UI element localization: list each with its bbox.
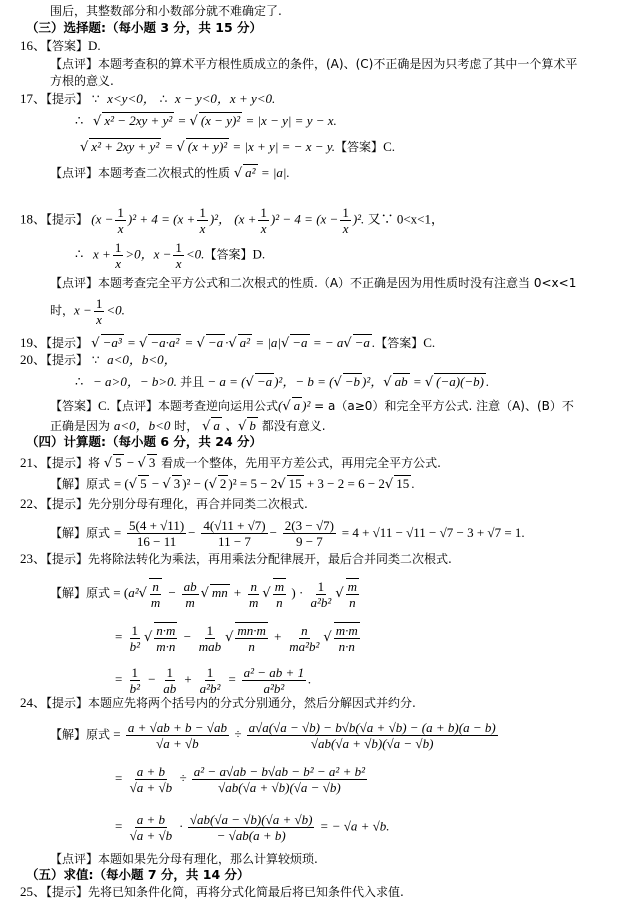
math: = |x + y| = − x − y. [232,139,336,154]
q20-comment-line-1: 【答案】C.【点评】本题考查逆向运用公式( √ a )² = a（a≥0）和完全平方公式. 注意（A)、(B）不 [50,397,574,415]
fraction: $\frac{2(3 - √7)}{9 - 7}$ [284,518,334,549]
question-number: 22、 [20,496,47,511]
q23-solution-line-3: = $\frac{1}{\text{b²}}$ − $\frac{1}{ab}$ + $\frac{1}{\text{a²b²}}$ = $\frac{\text{a² − ab + 1}}{\text{a²b²}}$ . [115,665,312,696]
hint-tag: 【提示】 [46,497,89,511]
radicand: x² − 2xy + y² [104,113,173,128]
sqrt-icon [190,113,198,128]
because-symbol: ∵ [91,353,100,367]
answer-tag: 【答案】 [50,399,99,413]
math: = |x − y| = y − x. [245,113,337,128]
therefore-symbol: ∴ [75,374,84,389]
hint-tag: 【提示】 [46,336,89,350]
q17-step-1: ∴ √ x² − 2xy + y² = √ (x − y)² = |x − y| = y − x. [75,112,337,130]
sqrt-icon [177,139,185,154]
because-symbol: ∵ [91,92,100,106]
text: 本题考查逆向运用公式 [157,399,278,413]
text: 先将已知条件化简，再将分式化简最后将已知条件代入求值. [88,885,404,899]
solution-tag: 【解】原式 [50,477,111,491]
q20-step: ∴ − a>0，− b>0. 并且 − a = ( √ −a )²，− b = ( √ −b )²， √ ab = √ (−a)(−b) . [75,373,489,391]
sqrt-icon [80,139,88,154]
question-number: 21、 [20,455,47,470]
q18-comment-line-1 [50,275,576,291]
hint-tag: 【提示】 [46,92,89,106]
therefore-symbol: ∴ [75,113,84,128]
q23-hint [20,551,452,567]
question-number: 17、 [20,91,47,106]
solution-tag: 【解】原式 [50,585,111,600]
section-heading-choice: （三）选择题:（每小题 3 分，共 15 分） [26,20,262,35]
q21-solution: 【解】原式 = ( √ 5 − √ 3 )² − ( √ 2 )² = 5 − 2 √ 15 + 3 − 2 = 6 − 2 √ 15 . [50,475,414,493]
radicand: (x − y)² [200,113,241,128]
text: 时， [174,419,199,433]
answer-value: C. [98,398,110,413]
fraction: $\frac{1}{x}$ [175,240,182,271]
math: x − y<0，x + y<0. [174,91,276,106]
text: 时， [50,303,75,318]
radicand: (x + y)² [187,139,228,154]
q23-solution-line-1: 【解】原式 = (a² √ $\frac{n}{m}$ − $\frac{ab}{m}$ √ mn + $\frac{n}{m}$ √ $\frac{m}{n}$ ) · $\frac{1}{\text{a²b²}}$ √ $\frac{m}{n}$ [50,578,361,610]
hint-tag: 【提示】 [46,212,89,227]
q19-hint: 19、【提示】 √ −a³ = √ −a·a² = √ −a · √ a² = |a| √ −a = − a √ −a .【答案】C. [20,334,435,352]
text: 先将除法转化为乘法，再用乘法分配律展开，最后合并同类二次根式. [88,552,452,566]
question-number: 20、 [20,352,47,367]
text: 看成一个整体，先用平方差公式，再用完全平方公式. [161,456,441,470]
fraction: $\frac{1}{x}$ [342,205,349,236]
q24-solution-line-2: = $\frac{a + b}{√a + √b}$ ÷ $\frac{\text{a² − a√ab − b√ab − b² − a² + b²}}{√ab(√a + √b)(√a - √b)}$ [115,764,366,795]
answer-value: D. [252,246,266,262]
sqrt-icon [93,113,101,128]
q24-hint [20,695,416,711]
q17-step-2: √ x² + 2xy + y² = √ (x + y)² = |x + y| = − x − y.【答案】C. [80,138,395,156]
hint-tag: 【提示】 [46,696,89,710]
fraction: $\frac{1}{x}$ [114,240,122,271]
fraction: $\frac{1}{x}$ [117,205,124,236]
question-number: 24、 [20,695,47,710]
question-number: 25、 [20,884,47,899]
comment-tag: 【点评】 [50,852,99,866]
answer-tag: 【答案】 [335,140,384,154]
q24-solution-line-1: 【解】原式 = $\frac{a + √ab + b - √ab}{√a + √b}$ ÷ $\frac{a√a(√a - √b) - b√b(√a + √b) - (a + b)(a - b)}{√ab(√a + √b)(√a - √b)}$ [50,720,496,751]
answer-tag: 【答案】 [46,39,89,53]
hint-tag: 【提示】 [46,552,89,566]
section-heading-calc: （四）计算题:（每小题 6 分，共 24 分） [26,434,262,449]
comment-tag: 【点评】 [109,399,158,413]
math: − a>0，− b>0. [93,374,177,389]
radicand: a² [245,165,256,180]
math: a<0，b<0， [107,352,177,367]
q17-comment [50,164,290,182]
q23-solution-line-2: = $\frac{1}{\text{b²}}$ √ $\frac{n\cdot m}{m\cdot n}$ − $\frac{1}{\text{mab}}$ √ $\frac{mn\cdot m}{n}$ + $\frac{n}{\text{ma²b²}}$ √ $\frac{m\cdot m}{n\cdot n}$ [115,622,362,654]
q24-comment [50,851,318,867]
solution-tag: 【解】原式 [50,526,111,540]
solution-tag: 【解】原式 [50,727,111,742]
text: 本题如果先分母有理化，那么计算较烦琐. [98,852,318,866]
hint-tag: 【提示】 [46,456,89,470]
therefore-symbol: ∴ [159,92,168,106]
q17-hint [20,91,275,107]
radicand: x² + 2xy + y² [91,139,160,154]
q20-comment-line-2: 正确是因为 a<0，b<0 时， √ a 、 √ b 都没有意义. [50,417,326,435]
answer-tag: 【答案】 [204,247,253,262]
q18-hint: 18、【提示】 (x − $\frac{1}{x}$ )² + 4 = (x + $\frac{1}{x}$ )²， (x + $\frac{1}{x}$ )² − 4 = (x − $\frac{1}{x}$ )². 又∵ 0<x<1， [20,205,444,236]
fraction: $\frac{5(4 + √11)}{16 - 11}$ [129,518,185,549]
comment-tag: 【点评】 [50,276,99,290]
q16-comment-line-1: 【点评】本题考查积的算术平方根性质成立的条件，(A)、(C)不正确是因为只考虑了其中一个算术平 [50,57,578,71]
fraction: $\frac{1}{x}$ [95,296,103,327]
section-heading-evaluate: （五）求值:（每小题 7 分，共 14 分） [26,867,250,882]
math: 又∵ 0<x<1， [367,211,444,227]
comment-text: 本题考查完全平方公式和二次根式的性质.（A）不正确是因为用性质时没有注意当 0<x<1 [98,276,577,290]
answer-value: C. [383,139,395,154]
question-number: 23、 [20,551,47,566]
fraction: $\frac{4(√11 + √7)}{11 - 7}$ [203,518,266,549]
question-number: 19、 [20,335,47,350]
hint-tag: 【提示】 [46,885,89,899]
q18-comment-line-2: 时，x − $\frac{1}{x}$ <0. [50,296,125,327]
text: 并且 [180,375,205,389]
fraction: $\frac{1}{x}$ [260,205,267,236]
q24-solution-line-3: = $\frac{a + b}{√a + √b}$ · $\frac{√ab(√a - √b)(√a + √b)}{- √ab(a + b)}$ = − √a + √b. [115,812,390,843]
q16-comment-line-2: 方根的意义. [50,74,114,88]
comment-text: 本题考查二次根式的性质 [98,166,231,180]
math: = |a|. [260,165,290,180]
text: 先分别分母有理化，再合并同类二次根式. [88,497,308,511]
answer-tag: 【答案】 [375,336,424,350]
answer-value: C. [423,335,436,350]
text-line: 围后，其整数部分和小数部分就不难确定了. [50,4,282,18]
text: 本题应先将两个括号内的分式分别通分，然后分解因式并约分. [88,696,416,710]
text: = a（a≥0）和完全平方公式. 注意（A)、(B）不 [314,399,574,413]
text: 正确是因为 [50,419,111,433]
q16-answer [20,38,101,54]
sqrt-icon [234,165,242,180]
hint-tag: 【提示】 [46,353,89,367]
q22-hint [20,496,308,512]
question-number: 16、 [20,38,47,53]
therefore-symbol: ∴ [75,246,84,262]
text: 将 [88,456,101,470]
fraction: $\frac{1}{x}$ [199,205,206,236]
math: x<y<0， [107,91,156,106]
comment-tag: 【点评】 [50,166,99,180]
text: 都没有意义. [261,419,326,433]
q21-hint: 21、【提示】将 √ 5 − √ 3 看成一个整体，先用平方差公式，再用完全平方公式. [20,454,441,472]
q18-step: ∴ x + $\frac{1}{x}$ >0，x − $\frac{1}{x}$ <0.【答案】D. [75,240,266,271]
q25-hint [20,884,404,900]
question-number: 18、 [20,211,47,227]
math: a<0，b<0 [113,418,171,433]
answer-value: D. [88,38,101,53]
q22-solution: 【解】原式 = $\frac{5(4 + √11)}{16 - 11}$ − $\frac{4(√11 + √7)}{11 - 7}$ − $\frac{2(3 - √7)}{9 - 7}$ = 4 + √11 − √11 − √7 − 3 + √7 = 1. [50,518,525,549]
q20-hint [20,352,177,368]
